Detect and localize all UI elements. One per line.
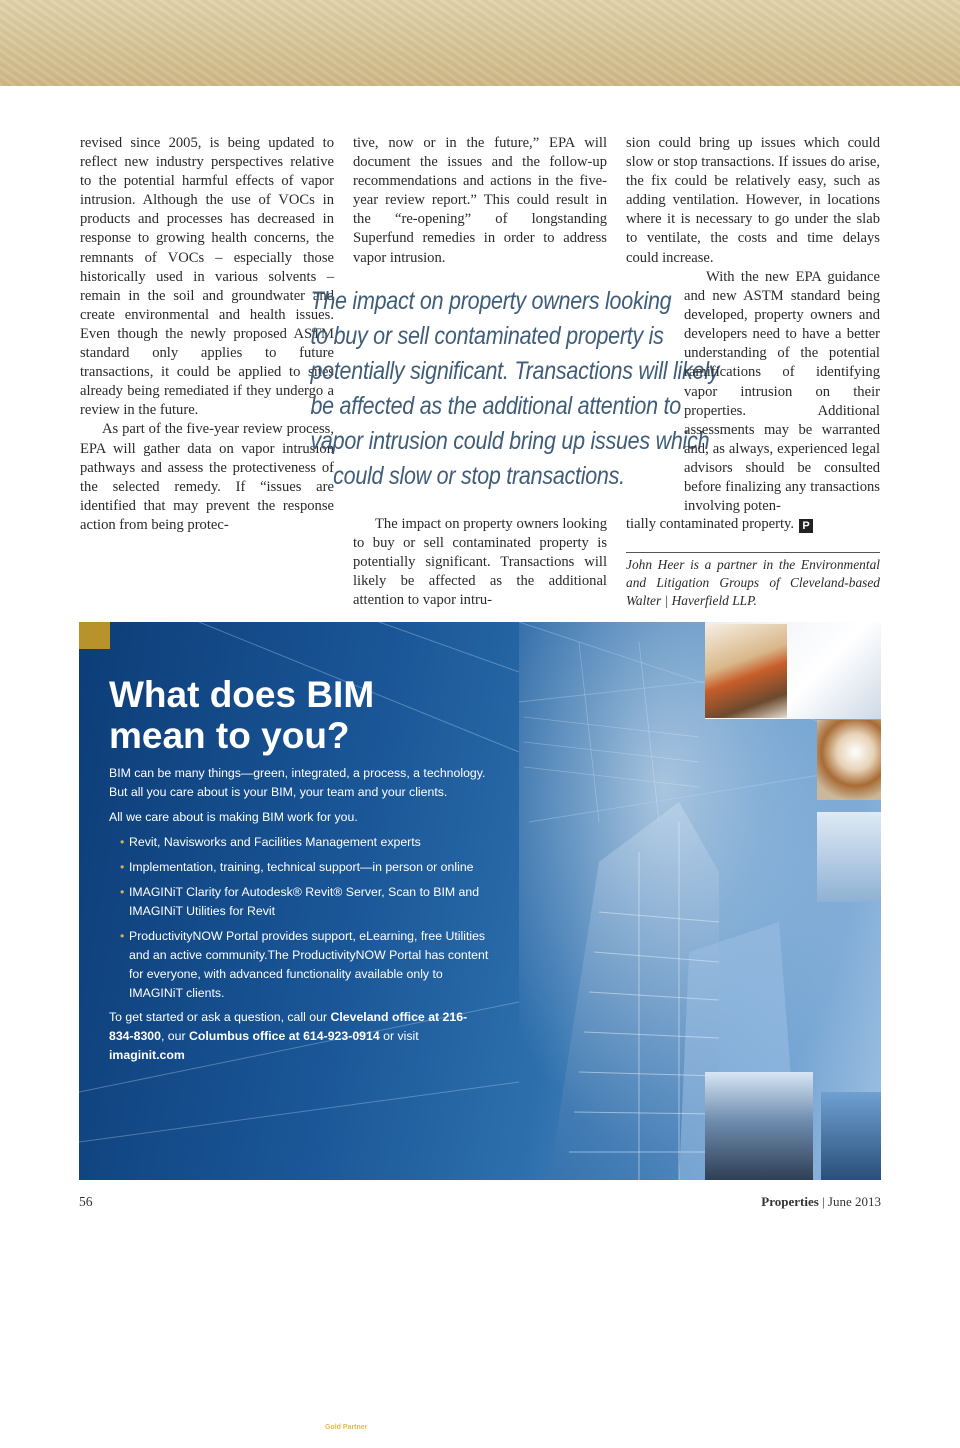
list-item [120,858,499,877]
article-column-1 [80,134,334,535]
article-paragraph: With the new EPA guidance and new ASTM standard being developed, property owners and developers need to have a better understanding of the potential ramifications of identifying vapor intrusion on their properties. Additional assessments may be warranted and, as always, experienced legal advisors should be consulted before finalizing any transactions involving poten- [684,269,880,515]
issue-date: June 2013 [827,1194,881,1209]
pull-quote-line: vapor intrusion could bring up issues which [310,427,710,455]
article-column-3-end [626,515,880,534]
ad-headline [109,674,489,756]
list-item [120,883,489,921]
article-closing-text: tially contaminated property. [626,516,795,532]
article-column-2-continued [353,515,607,610]
pull-quote-line: The impact on property owners looking [310,287,672,315]
columbus-phone[interactable]: Columbus office at 614-923-0914 [189,1029,380,1043]
autodesk-name: Autodesk [325,1408,389,1424]
ad-headline-line: mean to you? [109,715,350,756]
article-column-3-wrap [684,268,880,516]
autodesk-partner-badge [325,1408,459,1440]
end-mark-icon: P [799,519,813,533]
article-paragraph: tive, now or in the future,” EPA will document the issues and the follow-up recommendations and actions in the five-year review report.” This could result in the “re-opening” of longstanding Superfund remedies in order to address vapor intrusion. [353,135,607,266]
ad-photo-worker [705,624,787,718]
bullet-icon: • [120,860,125,874]
pull-quote-line: be affected as the additional attention to [310,392,681,420]
pull-quote-line: to buy or sell contaminated property is [310,322,664,350]
ad-intro [109,764,529,802]
pull-quote-line: could slow or stop transactions. [333,462,625,490]
cleveland-phone[interactable]: Cleveland office at 216-834-8300 [109,1010,468,1043]
logo-subtitle: TECHNOLOGIES [109,1420,307,1430]
ad-contact-text: or visit [379,1029,419,1043]
ad-corner-accent [79,622,110,649]
article-paragraph: revised since 2005, is being updated to reflect new industry perspectives relative to the potential harmful effects of vapor intrusion. Although the use of VOCs in products and processes has decreased in response to growing health concerns, the remnants of VOCs – especially those historically used in various solvents – remain in the soil and groundwater and create environmental and health issues. Even though the newly proposed ASTM standard only applies to future transactions, it could be applied to sites already being remediated if they undergo a review in the future. [80,135,334,419]
ad-care-statement: All we care about is making BIM work for you. [109,810,358,824]
ad-photo-staircase [817,720,881,800]
pull-quote-line: potentially significant. Transactions will likely [310,357,720,385]
page-number: 56 [79,1194,93,1209]
ad-photo-skyscrapers [705,1072,813,1180]
author-bio: John Heer is a partner in the Environmental and Litigation Groups of Cleveland-based Walter | Haverfield LLP. [626,552,880,610]
autodesk-level: Gold Partner [325,1424,368,1431]
article-paragraph: As part of the five-year review process, EPA will gather data on vapor intrusion pathways and assess the protectiveness of the selected remedy. If “issues are identified that may prevent the response action from being protec- [80,421,334,533]
ad-contact-text: , our [160,1029,189,1043]
logo-wordmark: IMAGINiT [109,1371,296,1420]
article-column-2 [353,134,607,268]
website-link[interactable]: imaginit.com [109,1048,185,1062]
imaginit-logo [109,1371,307,1448]
footer-separator: | [822,1194,825,1209]
magazine-name: Properties [761,1194,819,1209]
article-paragraph: The impact on property owners looking to buy or sell contaminated property is potentially significant. Transactions will likely be affected as the additional attention to vapor intru- [353,516,607,609]
list-item [120,833,499,852]
autodesk-specialty: Architecture, Engineering & Construction [325,1431,459,1440]
bullet-icon: • [120,885,125,899]
ad-intro-line: BIM can be many things—green, integrated, a process, a technology. [109,766,486,780]
article-column-3 [626,134,880,268]
footer-publication [761,1194,881,1210]
logo-tagline: A RAND Worldwide Company [145,1436,266,1448]
pull-quote [310,284,720,494]
ad-contact [109,1008,469,1065]
ad-headline-line: What does BIM [109,674,375,715]
bullet-icon: • [120,835,125,849]
list-item [120,927,497,1003]
ad-intro-line: But all you care about is your BIM, your team and your clients. [109,785,448,799]
ad-photo-glass-facade [821,1092,881,1180]
bullet-icon: • [120,929,125,943]
list-item-text: Implementation, training, technical support—in person or online [129,860,474,874]
ad-photo-tower [817,812,881,902]
list-item-text: IMAGINiT Clarity for Autodesk® Revit® Server, Scan to BIM and IMAGINiT Utilities for Revit [129,885,480,918]
ad-contact-text: To get started or ask a question, call our [109,1010,331,1024]
article-paragraph: sion could bring up issues which could slow or stop transactions. If issues do arise, the fix could be relatively easy, such as adding ventilation. However, in locations where it is necessary to go under the slab to ventilate, the costs and time delays could increase. [626,135,880,266]
list-item-text: ProductivityNOW Portal provides support, eLearning, free Utilities and an active community.The ProductivityNOW Portal has content for everyone, with advanced functionality available only to IMAGINiT clients. [129,929,489,1000]
list-item-text: Revit, Navisworks and Facilities Management experts [129,835,421,849]
header-texture-band [0,0,960,86]
